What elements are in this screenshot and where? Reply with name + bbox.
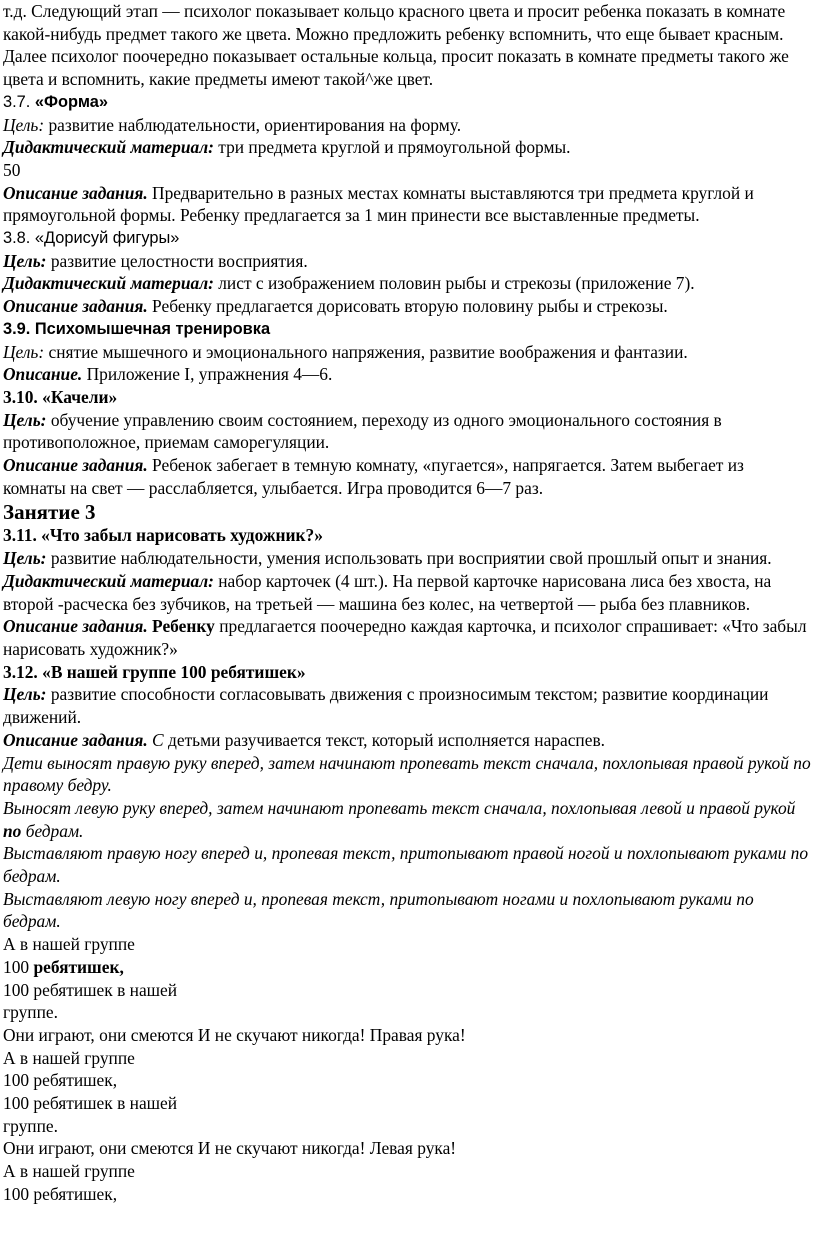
goal-text: развитие целостности восприятия. <box>46 250 308 271</box>
song-line: 100 ребятишек в нашей <box>3 979 178 1000</box>
song-bold-word: ребятишек, <box>33 956 124 977</box>
goal-text: обучение управлению своим состоянием, переходу из одного эмоционального состояния в противоположное, приемам саморегуляции. <box>3 409 722 453</box>
description-text: предлагается поочередно каждая карточка, и психолог спрашивает: «Что забыл нарисовать художник?» <box>3 616 807 659</box>
goal-label: Цель: <box>3 548 47 569</box>
section-3-9-heading: 3.9. Психомышечная тренировка <box>3 319 271 338</box>
instruction-text: Выносят левую руку вперед, затем начинают пропевать текст сначала, похлопывая левой и правой рукой <box>3 797 796 818</box>
song-line: 100 ребятишек, <box>3 1183 118 1204</box>
description-line <box>3 729 811 752</box>
description-text: Ребенку предлагается дорисовать вторую половину рыбы и стрекозы. <box>147 296 668 317</box>
goal-line <box>3 341 811 364</box>
song-line: группе. <box>3 1002 58 1023</box>
description-line <box>3 295 811 318</box>
material-text: три предмета круглой и прямоугольной формы. <box>213 137 571 158</box>
description-line <box>3 363 811 386</box>
lesson-heading: Занятие 3 <box>3 500 96 525</box>
material-line <box>3 570 811 615</box>
song-number: 100 <box>3 956 34 977</box>
material-line <box>3 136 811 159</box>
material-label: Дидактический материал: <box>3 570 214 591</box>
description-line <box>3 615 811 660</box>
section-3-10-heading: 3.10. «Качели» <box>3 386 118 407</box>
instruction-paragraph: Выставляют левую ногу вперед и, пропевая текст, притопывают ногами и похлопывают руками по бедрам. <box>3 888 754 932</box>
description-label: Описание задания. <box>3 296 148 317</box>
goal-text: снятие мышечного и эмоционального напряжения, развитие воображения и фантазии. <box>44 341 688 362</box>
description-label: Описание задания. <box>3 455 148 476</box>
instruction-paragraph <box>3 797 811 842</box>
goal-label: Цель: <box>3 341 45 362</box>
description-text: Предварительно в разных местах комнаты выставляются три предмета круглой и прямоугольной формы. Ребенку предлагается за 1 мин принести все выставленные предметы. <box>3 182 754 226</box>
song-line: 100 ребятишек, <box>3 1070 118 1091</box>
goal-label: Цель: <box>3 250 47 271</box>
description-label: Описание задания. <box>3 616 148 637</box>
description-line <box>3 454 811 499</box>
description-text: Ребенок забегает в темную комнату, «пугается», напрягается. Затем выбегает из комнаты на свет — расслабляется, улыбается. Игра проводится 6—7 раз. <box>3 455 744 498</box>
material-label: Дидактический материал: <box>3 137 214 158</box>
goal-line <box>3 683 811 728</box>
song-line: Они играют, они смеются И не скучают никогда! Правая рука! <box>3 1024 466 1045</box>
description-italic-word: С <box>147 729 164 750</box>
song-line: А в нашей группе <box>3 1161 135 1182</box>
goal-text: развитие наблюдательности, ориентирования на форму. <box>44 114 462 135</box>
goal-label: Цель: <box>3 684 47 705</box>
goal-line <box>3 547 811 570</box>
goal-label: Цель: <box>3 409 47 430</box>
section-3-7-heading <box>3 91 811 114</box>
song-line: группе. <box>3 1115 58 1136</box>
goal-line <box>3 409 811 454</box>
section-3-12-heading: 3.12. «В нашей группе 100 ребятишек» <box>3 661 306 682</box>
material-text: набор карточек (4 шт.). На первой карточке нарисована лиса без хвоста, на второй -расческа без зубчиков, на третьей — машина без колес, на четвертой — рыба без плавников. <box>3 570 772 614</box>
song-line <box>3 956 811 979</box>
description-label: Описание задания. <box>3 729 148 750</box>
song-line: А в нашей группе <box>3 1047 135 1068</box>
description-text: Приложение I, упражнения 4—6. <box>82 364 333 385</box>
goal-text: развитие способности согласовывать движения с произносимым текстом; развитие координации движений. <box>3 684 769 728</box>
page-number: 50 <box>3 159 21 180</box>
instruction-bold-word: по <box>3 820 22 841</box>
description-line <box>3 182 811 227</box>
goal-label: Цель: <box>3 114 45 135</box>
song-line: А в нашей группе <box>3 934 135 955</box>
description-label: Описание. <box>3 364 83 385</box>
section-3-8-heading: 3.8. «Дорисуй фигуры» <box>3 229 180 248</box>
description-label: Описание задания. <box>3 182 148 203</box>
material-label: Дидактический материал: <box>3 273 214 294</box>
section-number: 3.7. <box>3 92 35 111</box>
material-text: лист с изображением половин рыбы и стрекозы (приложение 7). <box>213 273 695 294</box>
section-3-11-heading: 3.11. «Что забыл нарисовать художник?» <box>3 525 323 546</box>
goal-line <box>3 250 811 273</box>
instruction-paragraph: Выставляют правую ногу вперед и, пропевая текст, притопывают правой ногой и похлопывают руками по бедрам. <box>3 843 809 887</box>
description-bold-word: Ребенку <box>147 616 215 637</box>
song-line: Они играют, они смеются И не скучают никогда! Левая рука! <box>3 1138 457 1159</box>
instruction-paragraph: Дети выносят правую руку вперед, затем начинают пропевать текст сначала, похлопывая правой рукой по правому бедру. <box>3 752 811 796</box>
instruction-text: бедрам. <box>21 820 84 841</box>
goal-line <box>3 114 811 137</box>
goal-text: развитие наблюдательности, умения использовать при восприятии свой прошлый опыт и знания. <box>46 548 772 569</box>
intro-paragraph: т.д. Следующий этап — психолог показывает кольцо красного цвета и просит ребенка показать в комнате какой-нибудь предмет такого же цвета. Можно предложить ребенку вспомнить, что еще бывает красным. Далее психолог поочередно показывает остальные кольца, просит показать в комнате предметы такого же цвета и вспомнить, какие предметы имеют такой^же цвет. <box>3 1 789 90</box>
description-text: детьми разучивается текст, который исполняется нараспев. <box>163 729 606 750</box>
material-line <box>3 272 811 295</box>
section-title: «Форма» <box>34 92 108 111</box>
song-line: 100 ребятишек в нашей <box>3 1093 178 1114</box>
